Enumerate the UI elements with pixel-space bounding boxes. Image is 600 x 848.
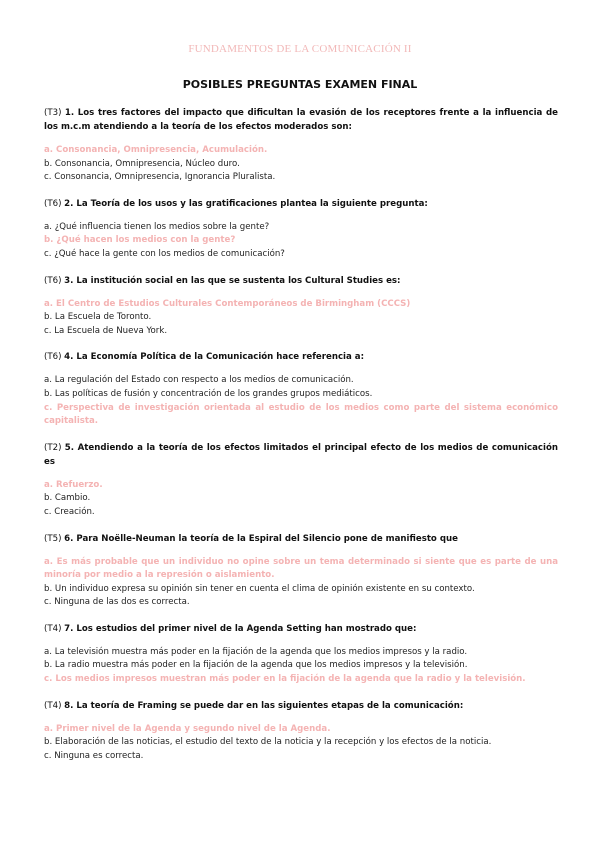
option-correct: a. Es más probable que un individuo no opine sobre un tema determinado si siente que es parte de una minoría por medio a la represión o aislamiento. [44,556,558,581]
option-correct: c. Los medios impresos muestran más poder en la fijación de la agenda que la radio y la televisión. [44,674,526,685]
question-block [44,350,558,428]
question-statement: 5. Atendiendo a la teoría de los efectos limitados el principal efecto de los medios de comunicación es [44,442,558,467]
option-correct: b. ¿Qué hacen los medios con la gente? [44,235,236,246]
option: b. Las políticas de fusión y concentración de los grandes grupos mediáticos. [44,388,373,399]
question-statement: 6. Para Noëlle-Neuman la teoría de la Espiral del Silencio pone de manifiesto que [64,533,458,544]
option: b. La radio muestra más poder en la fijación de la agenda que los medios impresos y la televisión. [44,660,468,671]
question-tag: (T3) [44,108,62,118]
option-list [44,646,558,687]
option-list [44,221,558,262]
option-list [44,723,558,764]
option: b. Consonancia, Omnipresencia, Núcleo duro. [44,158,240,169]
question-block [44,441,558,520]
question-block [44,274,558,339]
option-correct: c. Perspectiva de investigación orientada al estudio de los medios como parte del sistema económico capitalista. [44,402,558,427]
question-text [44,350,558,364]
option: b. Un individuo expresa su opinión sin tener en cuenta el clima de opinión existente en su contexto. [44,583,475,594]
question-list [44,106,558,775]
option-list [44,298,558,339]
question-tag: (T2) [44,442,62,453]
option-list [44,556,558,610]
option-correct: a. El Centro de Estudios Culturales Contemporáneos de Birmingham (CCCS) [44,298,411,309]
question-text [44,699,558,713]
question-text [44,441,558,469]
question-block [44,699,558,764]
question-statement: 8. La teoría de Framing se puede dar en las siguientes etapas de la comunicación: [64,700,464,711]
option: c. La Escuela de Nueva York. [44,325,168,336]
option: c. Creación. [44,506,95,517]
option-correct: a. Refuerzo. [44,479,103,490]
question-statement: 7. Los estudios del primer nivel de la Agenda Setting han mostrado que: [64,623,417,634]
option: b. Cambio. [44,493,91,504]
question-text [44,197,558,211]
question-text [44,532,558,546]
question-statement: 2. La Teoría de los usos y las gratificaciones plantea la siguiente pregunta: [64,198,428,209]
option: a. La regulación del Estado con respecto a los medios de comunicación. [44,375,354,386]
question-text [44,274,558,288]
option: c. Consonancia, Omnipresencia, Ignorancia Pluralista. [44,172,276,183]
option: c. Ninguna de las dos es correcta. [44,597,190,608]
question-tag: (T4) [44,700,62,711]
option: b. La Escuela de Toronto. [44,312,152,323]
option: c. Ninguna es correcta. [44,750,144,761]
question-tag: (T5) [44,533,62,544]
question-block [44,106,558,185]
question-text [44,106,558,134]
option: a. ¿Qué influencia tienen los medios sobre la gente? [44,221,270,232]
question-statement: 3. La institución social en las que se sustenta los Cultural Studies es: [64,275,401,286]
question-block [44,197,558,262]
question-block [44,622,558,687]
question-text [44,622,558,636]
question-statement: 4. La Economía Política de la Comunicación hace referencia a: [64,352,365,363]
question-tag: (T4) [44,623,62,634]
option: b. Elaboración de las noticias, el estudio del texto de la noticia y la recepción y los efectos de la noticia. [44,737,492,748]
option-correct: a. Primer nivel de la Agenda y segundo nivel de la Agenda. [44,723,331,734]
option-correct: a. Consonancia, Omnipresencia, Acumulación. [44,145,268,155]
question-tag: (T6) [44,275,62,286]
question-tag: (T6) [44,352,62,363]
option-list [44,479,558,520]
option-list [44,144,558,185]
question-block [44,532,558,610]
question-statement: 1. Los tres factores del impacto que dificultan la evasión de los receptores frente a la influencia de los m.c.m atendiendo a la teoría de los efectos moderados son: [44,108,558,132]
option: c. ¿Qué hace la gente con los medios de comunicación? [44,248,285,259]
course-header: FUNDAMENTOS DE LA COMUNICACIÓN II [188,43,412,55]
option: a. La televisión muestra más poder en la fijación de la agenda que los medios impresos y la radio. [44,646,468,657]
question-tag: (T6) [44,198,62,209]
option-list [44,374,558,428]
page-title: POSIBLES PREGUNTAS EXAMEN FINAL [182,78,418,91]
